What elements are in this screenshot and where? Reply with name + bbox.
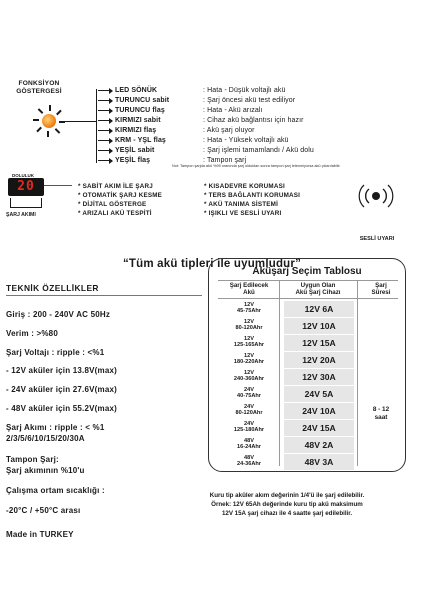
table-rule bbox=[218, 280, 398, 281]
table-charger-cell: 12V 20A bbox=[284, 352, 354, 368]
arrow-right-icon bbox=[98, 150, 112, 151]
spec-line: Şarj akımının %10'u bbox=[6, 466, 85, 475]
table-charger-cell: 12V 15A bbox=[284, 335, 354, 351]
battery-capacity: 125-180Ahr bbox=[233, 427, 265, 434]
spec-line: -20°C / +50°C arası bbox=[6, 506, 81, 515]
table-battery-cell bbox=[220, 404, 278, 417]
sound-wave-icon bbox=[358, 180, 394, 212]
table-header-line: Şarj bbox=[375, 282, 387, 289]
arrow-right-icon bbox=[98, 90, 112, 91]
battery-capacity: 80-120Ahr bbox=[235, 410, 263, 417]
table-header bbox=[220, 282, 278, 296]
table-col-rule bbox=[279, 280, 280, 466]
table-battery-cell bbox=[220, 438, 278, 451]
specs-title: TEKNİK ÖZELLİKLER bbox=[6, 283, 99, 293]
table-battery-cell bbox=[220, 421, 278, 434]
table-header bbox=[282, 282, 354, 296]
specs-title-underline bbox=[6, 295, 202, 296]
spec-line: Şarj Voltajı : ripple : <%1 bbox=[6, 348, 105, 357]
table-battery-cell bbox=[220, 336, 278, 349]
display-top-label: DOLULUK bbox=[12, 173, 34, 178]
function-desc: : Tampon şarj bbox=[203, 157, 247, 164]
function-state: KIRMIZI sabit bbox=[115, 117, 161, 124]
spec-line: Giriş : 200 - 240V AC 50Hz bbox=[6, 310, 111, 319]
footer-note: Örnek: 12V 65Ah değerinde kuru tip akü maksimum bbox=[211, 501, 363, 508]
function-desc: : Hata - Akü arızalı bbox=[203, 107, 263, 114]
table-header-line: Süresi bbox=[371, 289, 391, 296]
led-bulb-icon bbox=[42, 114, 56, 128]
arrow-right-icon bbox=[98, 130, 112, 131]
battery-voltage: 12V bbox=[244, 319, 254, 325]
battery-capacity: 24-36Ahr bbox=[237, 461, 261, 468]
table-header bbox=[362, 282, 400, 296]
table-header-line: Akü bbox=[243, 289, 255, 296]
spec-line: - 12V aküler için 13.8V(max) bbox=[6, 366, 117, 375]
battery-voltage: 24V bbox=[244, 404, 254, 410]
table-charger-cell: 12V 30A bbox=[284, 369, 354, 385]
battery-capacity: 240-360Ahr bbox=[233, 376, 265, 383]
function-desc: : Hata - Yüksek voltajlı akü bbox=[203, 137, 289, 144]
spec-line: Çalışma ortam sıcaklığı : bbox=[6, 486, 105, 495]
table-battery-cell bbox=[220, 455, 278, 468]
feature-list-2 bbox=[204, 182, 300, 218]
arrow-right-icon bbox=[98, 110, 112, 111]
feature-item: * KISADEVRE KORUMASI bbox=[204, 183, 285, 190]
battery-voltage: 12V bbox=[244, 353, 254, 359]
spec-line: - 48V aküler için 55.2V(max) bbox=[6, 404, 117, 413]
table-charger-cell: 24V 15A bbox=[284, 420, 354, 436]
table-header-line: Akü Şarj Cihazı bbox=[295, 289, 341, 296]
display-connector bbox=[44, 185, 72, 186]
spec-line: - 24V aküler için 27.6V(max) bbox=[6, 385, 117, 394]
function-row bbox=[98, 96, 295, 105]
feature-item: * DİJİTAL GÖSTERGE bbox=[78, 201, 147, 208]
battery-voltage: 48V bbox=[244, 438, 254, 444]
battery-capacity: 40-75Ahr bbox=[237, 393, 261, 400]
display-bottom-label: ŞARJ AKIMI bbox=[6, 212, 36, 218]
table-battery-cell bbox=[220, 353, 278, 366]
function-state: YEŞİL flaş bbox=[115, 157, 151, 164]
battery-voltage: 48V bbox=[244, 455, 254, 461]
spec-line: Made in TURKEY bbox=[6, 530, 74, 539]
feature-item: * TERS BAĞLANTI KORUMASI bbox=[204, 192, 301, 199]
function-row bbox=[98, 116, 304, 125]
table-battery-cell bbox=[220, 319, 278, 332]
table-charger-cell: 24V 10A bbox=[284, 403, 354, 419]
arrow-right-icon bbox=[98, 140, 112, 141]
feature-item: * ARIZALI AKÜ TESPİTİ bbox=[78, 210, 152, 217]
tampon-note: Not: Tampon şarjda akü %99 oranında şarj olduktan sonra tampon şarj letenmiyorsa akü çıkarılabilir. bbox=[172, 164, 341, 168]
function-state: TURUNCU sabit bbox=[115, 97, 170, 104]
table-battery-cell bbox=[220, 387, 278, 400]
battery-voltage: 12V bbox=[244, 336, 254, 342]
digital-display: 20 bbox=[8, 178, 44, 196]
charge-duration bbox=[366, 406, 396, 422]
table-rule bbox=[218, 298, 398, 299]
function-indicator-title-line: FONKSİYON bbox=[18, 80, 60, 87]
battery-capacity: 45-75Ahr bbox=[237, 308, 261, 315]
battery-voltage: 24V bbox=[244, 421, 254, 427]
table-charger-cell: 48V 2A bbox=[284, 437, 354, 453]
function-row bbox=[98, 146, 314, 155]
feature-item: * OTOMATİK ŞARJ KESME bbox=[78, 192, 163, 199]
table-charger-cell: 24V 5A bbox=[284, 386, 354, 402]
table-col-rule bbox=[357, 280, 358, 466]
footer-note: 12V 15A şarj cihazı ile 4 saatte şarj edilebilir. bbox=[221, 510, 353, 517]
battery-voltage: 12V bbox=[244, 302, 254, 308]
charge-duration-value: 8 - 12 bbox=[372, 406, 390, 413]
function-indicator-title-line: GÖSTERGESİ bbox=[16, 88, 62, 95]
footer-note: Kuru tip aküler akım değerinin 1/4'ü ile şarj edilebilir. bbox=[209, 492, 365, 499]
function-desc: : Hata - Düşük voltajlı akü bbox=[203, 87, 286, 94]
table-header-line: Şarj Edilecek bbox=[229, 282, 269, 289]
display-bracket bbox=[10, 198, 42, 208]
led-connector-line bbox=[62, 121, 96, 122]
function-desc: : Cihaz akü bağlantısı için hazır bbox=[203, 117, 304, 124]
battery-capacity: 16-24Ahr bbox=[237, 444, 261, 451]
battery-voltage: 24V bbox=[244, 387, 254, 393]
table-charger-cell: 12V 6A bbox=[284, 301, 354, 317]
function-row bbox=[98, 106, 263, 115]
feature-list-1 bbox=[78, 182, 162, 218]
function-desc: : Şarj öncesi akü test ediliyor bbox=[203, 97, 296, 104]
battery-voltage: 12V bbox=[244, 370, 254, 376]
function-row bbox=[98, 136, 289, 145]
sound-warning-label: SESLİ UYARI bbox=[359, 236, 395, 242]
function-indicator-title bbox=[6, 80, 72, 96]
function-desc: : Şarj işlemi tamamlandı / Akü dolu bbox=[203, 147, 314, 154]
feature-item: * SABİT AKIM İLE ŞARJ bbox=[78, 183, 153, 190]
feature-item: * IŞIKLI VE SESLİ UYARI bbox=[204, 210, 282, 217]
spec-line: Şarj Akımı : ripple : < %1 bbox=[6, 423, 105, 432]
function-state: KIRMIZI flaş bbox=[115, 127, 157, 134]
spec-line: 2/3/5/6/10/15/20/30A bbox=[6, 434, 85, 443]
battery-capacity: 180-220Ahr bbox=[233, 359, 265, 366]
table-charger-cell: 12V 10A bbox=[284, 318, 354, 334]
battery-capacity: 80-120Ahr bbox=[235, 325, 263, 332]
function-state: LED SÖNÜK bbox=[115, 87, 158, 94]
table-battery-cell bbox=[220, 302, 278, 315]
table-header-line: Uygun Olan bbox=[300, 282, 336, 289]
slogan: “Tüm akü tipleri ile uyumludur” bbox=[122, 258, 302, 270]
arrow-right-icon bbox=[98, 100, 112, 101]
function-state: KRM - YŞL flaş bbox=[115, 137, 166, 144]
battery-capacity: 125-165Ahr bbox=[233, 342, 265, 349]
spec-line: Tampon Şarj: bbox=[6, 455, 59, 464]
arrow-right-icon bbox=[98, 120, 112, 121]
table-battery-cell bbox=[220, 370, 278, 383]
function-state: YEŞİL sabit bbox=[115, 147, 155, 154]
arrow-right-icon bbox=[98, 160, 112, 161]
spec-line: Verim : >%80 bbox=[6, 329, 58, 338]
table-charger-cell: 48V 3A bbox=[284, 454, 354, 470]
feature-item: * AKÜ TANIMA SİSTEMİ bbox=[204, 201, 279, 208]
function-row bbox=[98, 126, 255, 135]
function-state: TURUNCU flaş bbox=[115, 107, 165, 114]
charge-duration-unit: saat bbox=[374, 414, 388, 421]
selection-table-title: Aküşarj Seçim Tablosu bbox=[252, 266, 362, 277]
function-desc: : Akü şarj oluyor bbox=[203, 127, 255, 134]
function-row bbox=[98, 86, 285, 95]
